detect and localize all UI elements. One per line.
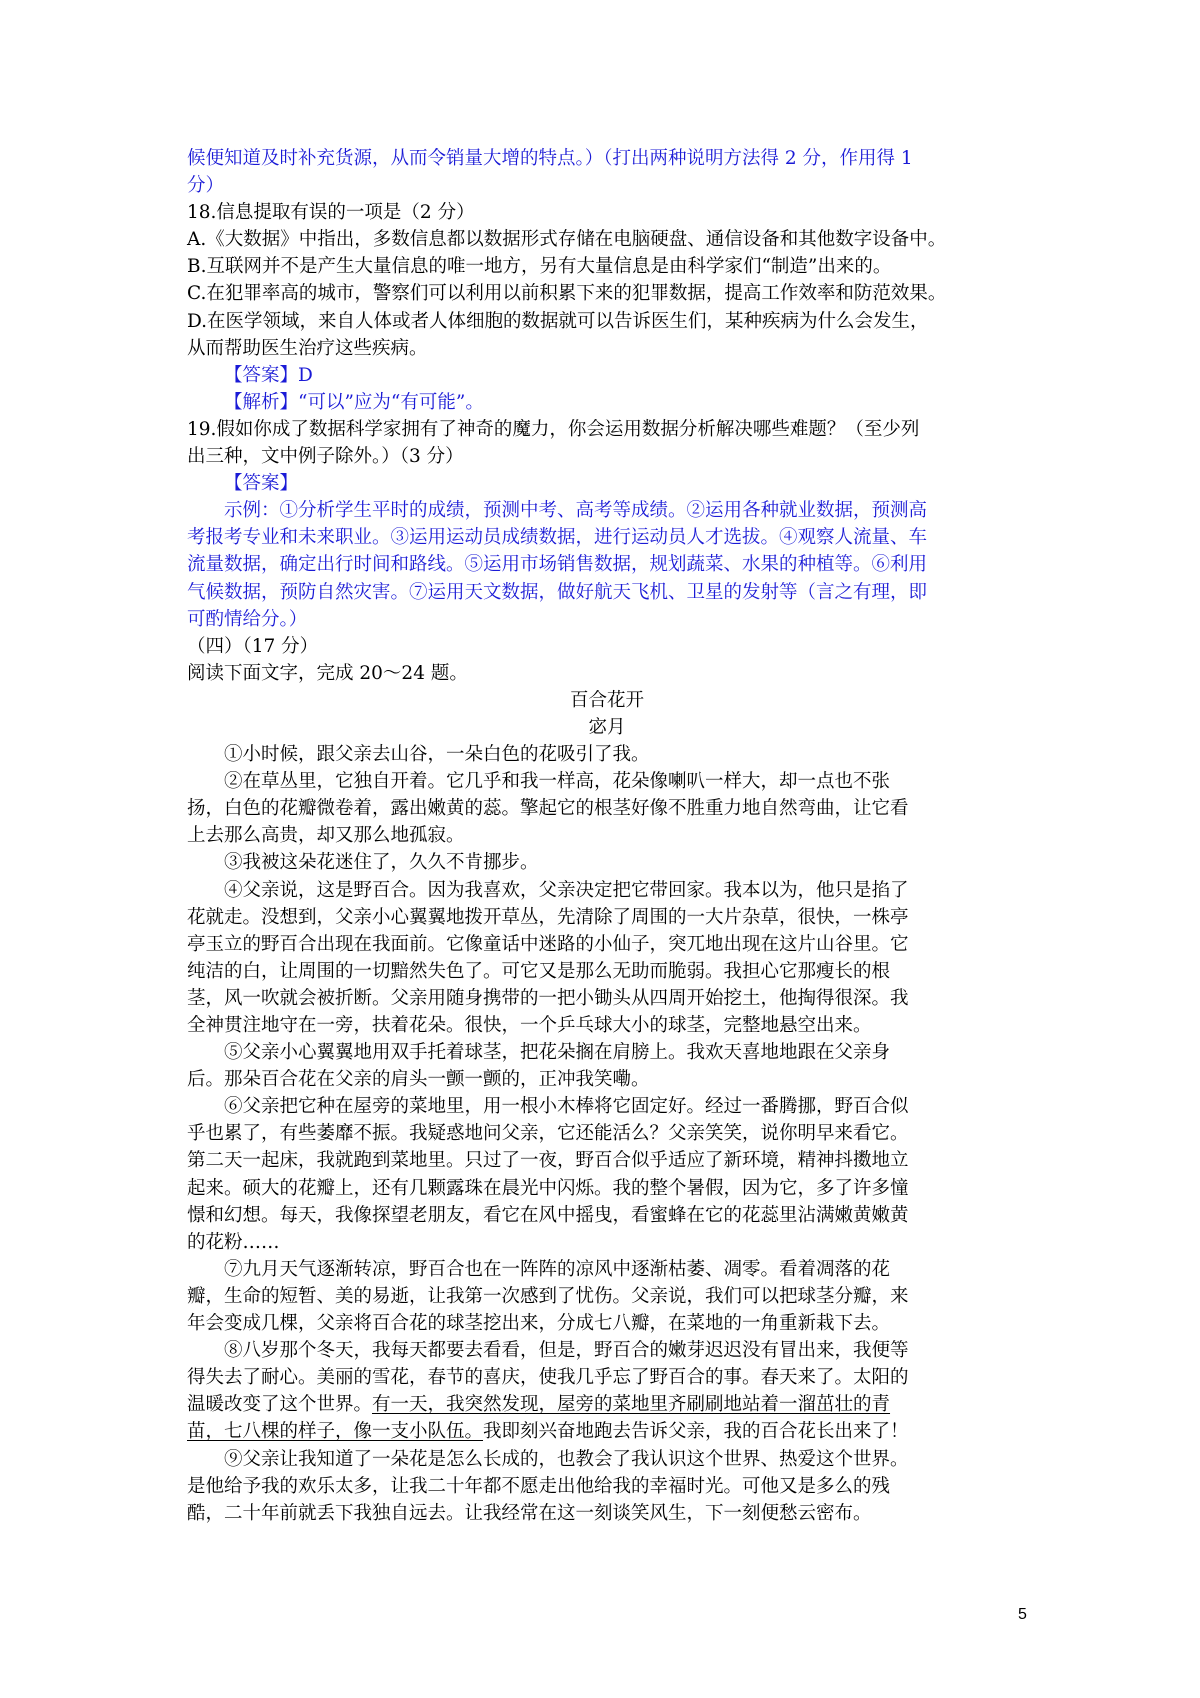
line-text: ②在草丛里，它独自开着。它几乎和我一样高，花朵像喇叭一样大，却一点也不张 <box>224 771 891 793</box>
text-line <box>187 931 1027 958</box>
line-text: 乎也累了，有些萎靡不振。我疑惑地问父亲，它还能活么？父亲笑笑，说你明早来看它。 <box>187 1123 909 1145</box>
line-text: 流量数据，确定出行时间和路线。⑤运用市场销售数据，规划蔬菜、水果的种植等。⑥利用 <box>187 554 928 576</box>
text-line <box>187 253 1027 280</box>
text-line <box>187 1147 1027 1174</box>
text-line <box>187 362 1027 389</box>
text-line <box>187 1012 1027 1039</box>
text-line <box>187 849 1027 876</box>
text-line <box>187 1256 1027 1283</box>
text-line <box>187 524 1027 551</box>
underlined-text: 有一天，我突然发现，屋旁的菜地里齐刷刷地站着一溜茁壮的青 <box>372 1394 891 1416</box>
line-text: 得失去了耐心。美丽的雪花，春节的喜庆，使我几乎忘了野百合的事。春天来了。太阳的 <box>187 1367 909 1389</box>
line-text: 的花粉…… <box>187 1231 280 1253</box>
line-text: 从而帮助医生治疗这些疾病。 <box>187 337 428 359</box>
text-line <box>187 877 1027 904</box>
text-line <box>187 199 1027 226</box>
text-line <box>187 145 1027 172</box>
line-text: ⑨父亲让我知道了一朵花是怎么长成的，也教会了我认识这个世界、热爱这个世界。 <box>224 1448 909 1470</box>
line-text: 19.假如你成了数据科学家拥有了神奇的魔力，你会运用数据分析解决哪些难题？（至少列 <box>187 418 920 440</box>
text-line <box>187 1500 1027 1527</box>
text-line <box>187 416 1027 443</box>
line-text: ①小时候，跟父亲去山谷，一朵白色的花吸引了我。 <box>224 744 650 766</box>
text-line <box>187 389 1027 416</box>
line-text: 花就走。没想到，父亲小心翼翼地拨开草丛，先清除了周围的一大片杂草，很快，一株亭 <box>187 906 909 928</box>
line-text: 阅读下面文字，完成 20～24 题。 <box>187 662 468 684</box>
text-line <box>187 1229 1027 1256</box>
line-text: 【答案】D <box>224 364 313 386</box>
text-line <box>187 904 1027 931</box>
text-line <box>187 335 1027 362</box>
text-line <box>187 768 1027 795</box>
text-line <box>187 633 1027 660</box>
text-line <box>187 1175 1027 1202</box>
line-text: 18.信息提取有误的一项是（2 分） <box>187 202 475 224</box>
text-line <box>187 822 1027 849</box>
text-line <box>187 1093 1027 1120</box>
line-text: 候便知道及时补充货源，从而令销量大增的特点。）（打出两种说明方法得 2 分，作用得 1 <box>187 148 913 169</box>
line-text: 可酌情给分。） <box>187 608 308 630</box>
line-text: ③我被这朵花迷住了，久久不肯挪步。 <box>224 852 539 874</box>
line-text: 【答案】 <box>224 473 299 495</box>
line-text: 气候数据，预防自然灾害。⑦运用天文数据，做好航天飞机、卫星的发射等（言之有理，即 <box>187 581 928 603</box>
line-text: 纯洁的白，让周围的一切黯然失色了。可它又是那么无助而脆弱。我担心它那瘦长的根 <box>187 960 891 982</box>
text-line <box>187 660 1027 687</box>
text-line <box>187 1283 1027 1310</box>
line-text: ⑤父亲小心翼翼地用双手托着球茎，把花朵搁在肩膀上。我欢天喜地地跟在父亲身 <box>224 1042 891 1064</box>
text-line <box>187 1202 1027 1229</box>
line-text: 瓣，生命的短暂、美的易逝，让我第一次感到了忧伤。父亲说，我们可以把球茎分瓣，来 <box>187 1285 909 1307</box>
text-line <box>187 1120 1027 1147</box>
text-line <box>187 280 1027 307</box>
text-line <box>187 687 1027 714</box>
line-text: 酷，二十年前就丢下我独自远去。让我经常在这一刻谈笑风生，下一刻便愁云密布。 <box>187 1502 872 1524</box>
line-text: 扬，白色的花瓣微卷着，露出嫩黄的蕊。擎起它的根茎好像不胜重力地自然弯曲，让它看 <box>187 798 909 820</box>
line-text: 百合花开 <box>569 689 644 711</box>
text-line <box>187 470 1027 497</box>
text-line <box>187 985 1027 1012</box>
line-text: 是他给予我的欢乐太多，让我二十年都不愿走出他给我的幸福时光。可他又是多么的残 <box>187 1475 891 1497</box>
text-line <box>187 226 1027 253</box>
text-line <box>187 958 1027 985</box>
text-line <box>187 497 1027 524</box>
text-line <box>187 1066 1027 1093</box>
line-text: （四）（17 分） <box>187 635 319 657</box>
line-text: ④父亲说，这是野百合。因为我喜欢，父亲决定把它带回家。我本以为，他只是掐了 <box>224 879 909 901</box>
line-text: C.在犯罪率高的城市，警察们可以利用以前积累下来的犯罪数据，提高工作效率和防范效果。 <box>187 283 947 305</box>
underlined-text: 苗，七八棵的样子，像一支小队伍。 <box>187 1421 484 1443</box>
text-line <box>187 172 1027 199</box>
page-number: 5 <box>1018 1606 1027 1623</box>
line-text: 亭玉立的野百合出现在我面前。它像童话中迷路的小仙子，突兀地出现在这片山谷里。它 <box>187 933 909 955</box>
line-text: 茎，风一吹就会被折断。父亲用随身携带的一把小锄头从四周开始挖土，他掏得很深。我 <box>187 987 909 1009</box>
line-text: A.《大数据》中指出，多数信息都以数据形式存储在电脑硬盘、通信设备和其他数字设备中。 <box>187 229 947 251</box>
text-line <box>187 551 1027 578</box>
line-text: 出三种，文中例子除外。）（3 分） <box>187 446 464 468</box>
text-line <box>187 579 1027 606</box>
text-line <box>187 741 1027 768</box>
line-text: ⑥父亲把它种在屋旁的菜地里，用一根小木棒将它固定好。经过一番腾挪，野百合似 <box>224 1096 909 1118</box>
document-body <box>187 145 1027 1527</box>
line-text: 考报考专业和未来职业。③运用运动员成绩数据，进行运动员人才选拔。④观察人流量、车 <box>187 527 928 549</box>
text-line <box>187 308 1027 335</box>
line-text: 全神贯注地守在一旁，扶着花朵。很快，一个乒乓球大小的球茎，完整地悬空出来。 <box>187 1015 872 1036</box>
text-line <box>187 1039 1027 1066</box>
line-text: D.在医学领域，来自人体或者人体细胞的数据就可以告诉医生们，某种疾病为什么会发生， <box>187 310 929 332</box>
line-text: 【解析】“可以”应为“有可能”。 <box>224 391 484 413</box>
text-line <box>187 1337 1027 1364</box>
line-text: 温暖改变了这个世界。 <box>187 1394 373 1416</box>
line-text: 第二天一起床，我就跑到菜地里。只过了一夜，野百合似乎适应了新环境，精神抖擞地立 <box>187 1150 909 1172</box>
text-line <box>187 606 1027 633</box>
line-text: 示例：①分析学生平时的成绩，预测中考、高考等成绩。②运用各种就业数据，预测高 <box>224 500 928 522</box>
line-text: 上去那么高贵，却又那么地孤寂。 <box>187 825 465 847</box>
line-text: 起来。硕大的花瓣上，还有几颗露珠在晨光中闪烁。我的整个暑假，因为它，多了许多憧 <box>187 1177 909 1199</box>
text-line <box>187 1391 1027 1418</box>
text-line <box>187 443 1027 470</box>
line-text: 分） <box>187 175 225 197</box>
text-line <box>187 1446 1027 1473</box>
line-text: 宓月 <box>588 716 626 738</box>
line-text: 后。那朵百合花在父亲的肩头一颤一颤的，正冲我笑嘞。 <box>187 1069 650 1091</box>
line-text: ⑦九月天气逐渐转凉，野百合也在一阵阵的凉风中逐渐枯萎、凋零。看着凋落的花 <box>224 1258 891 1280</box>
line-text: 憬和幻想。每天，我像探望老朋友，看它在风中摇曳，看蜜蜂在它的花蕊里沾满嫩黄嫩黄 <box>187 1204 909 1226</box>
line-text: ⑧八岁那个冬天，我每天都要去看看，但是，野百合的嫩芽迟迟没有冒出来，我便等 <box>224 1340 909 1362</box>
text-line <box>187 1418 1027 1445</box>
line-text-tail: 我即刻兴奋地跑去告诉父亲，我的百合花长出来了！ <box>483 1421 909 1443</box>
line-text: B.互联网并不是产生大量信息的唯一地方，另有大量信息是由科学家们“制造”出来的。 <box>187 256 892 278</box>
text-line <box>187 1310 1027 1337</box>
text-line <box>187 1364 1027 1391</box>
text-line <box>187 1473 1027 1500</box>
text-line <box>187 714 1027 741</box>
text-line <box>187 795 1027 822</box>
line-text: 年会变成几棵，父亲将百合花的球茎挖出来，分成七八瓣，在菜地的一角重新栽下去。 <box>187 1313 891 1335</box>
